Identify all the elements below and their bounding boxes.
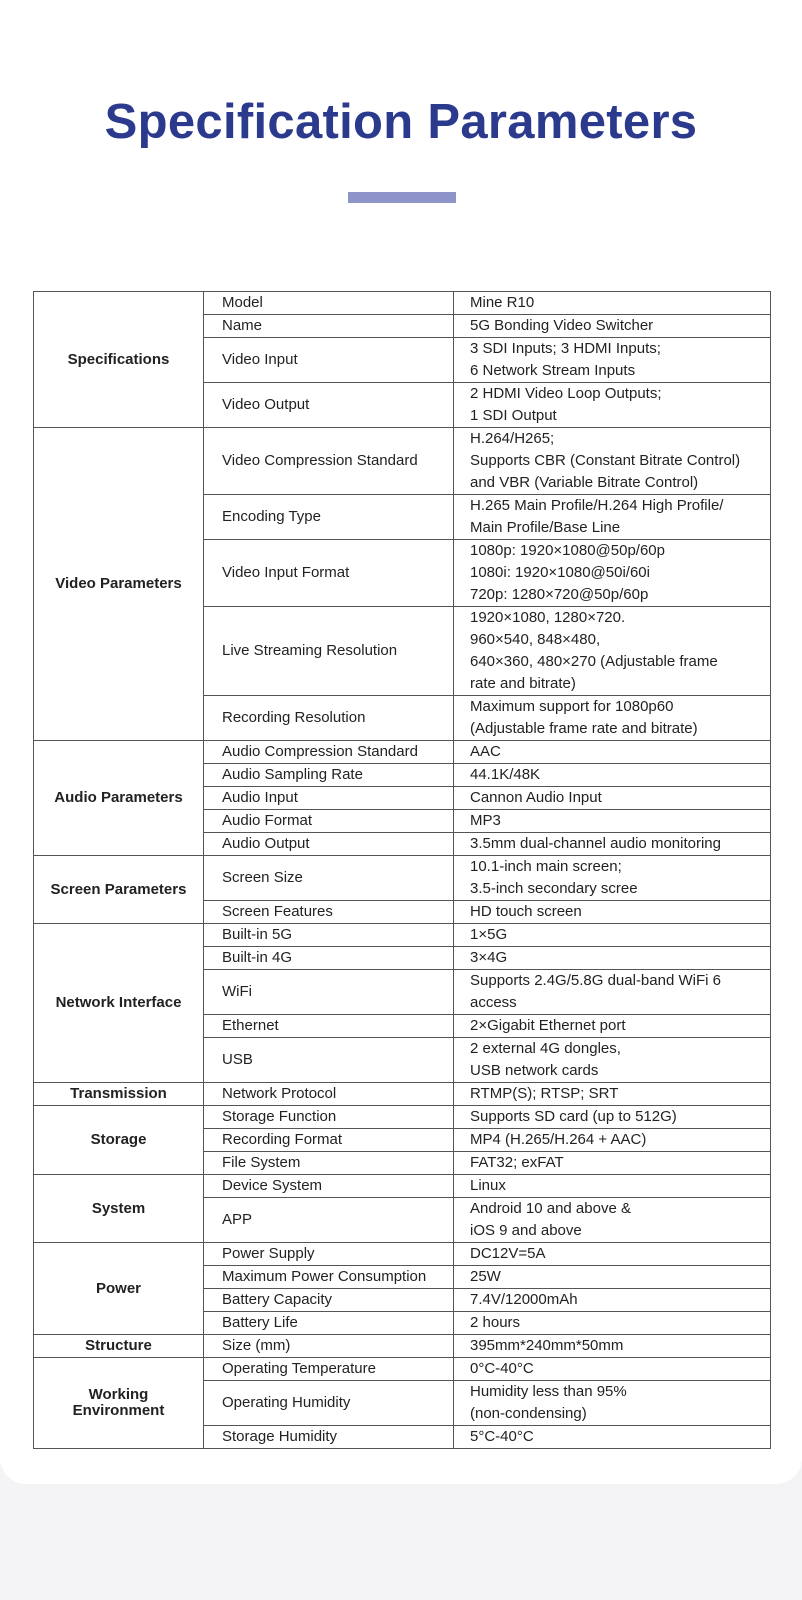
value-cell: 1920×1080, 1280×720. 960×540, 848×480, 640×360, 480×270 (Adjustable frame rate and bitrate): [454, 607, 771, 696]
value-cell: 2 HDMI Video Loop Outputs; 1 SDI Output: [454, 383, 771, 428]
parameter-cell: Audio Input: [204, 787, 454, 810]
parameter-cell: Device System: [204, 1175, 454, 1198]
value-cell: Linux: [454, 1175, 771, 1198]
category-cell: Video Parameters: [34, 428, 204, 741]
table-row: [34, 1106, 771, 1129]
parameter-cell: Model: [204, 292, 454, 315]
parameter-cell: Recording Format: [204, 1129, 454, 1152]
parameter-cell: Battery Capacity: [204, 1289, 454, 1312]
category-cell: Structure: [34, 1335, 204, 1358]
parameter-cell: Name: [204, 315, 454, 338]
parameter-cell: Built-in 4G: [204, 947, 454, 970]
value-cell: Cannon Audio Input: [454, 787, 771, 810]
parameter-cell: Power Supply: [204, 1243, 454, 1266]
parameter-cell: Storage Function: [204, 1106, 454, 1129]
value-cell: Maximum support for 1080p60 (Adjustable frame rate and bitrate): [454, 696, 771, 741]
category-cell: System: [34, 1175, 204, 1243]
parameter-cell: Storage Humidity: [204, 1426, 454, 1449]
parameter-cell: APP: [204, 1198, 454, 1243]
value-cell: 2 hours: [454, 1312, 771, 1335]
parameter-cell: Audio Sampling Rate: [204, 764, 454, 787]
value-cell: MP4 (H.265/H.264 + AAC): [454, 1129, 771, 1152]
parameter-cell: WiFi: [204, 970, 454, 1015]
parameter-cell: Maximum Power Consumption: [204, 1266, 454, 1289]
parameter-cell: File System: [204, 1152, 454, 1175]
value-cell: MP3: [454, 810, 771, 833]
parameter-cell: Audio Compression Standard: [204, 741, 454, 764]
table-row: [34, 292, 771, 315]
table-row: [34, 1083, 771, 1106]
parameter-cell: Video Input Format: [204, 540, 454, 607]
parameter-cell: Ethernet: [204, 1015, 454, 1038]
table-row: [34, 1243, 771, 1266]
value-cell: 44.1K/48K: [454, 764, 771, 787]
value-cell: FAT32; exFAT: [454, 1152, 771, 1175]
parameter-cell: Operating Humidity: [204, 1381, 454, 1426]
parameter-cell: Screen Features: [204, 901, 454, 924]
value-cell: 3 SDI Inputs; 3 HDMI Inputs; 6 Network Stream Inputs: [454, 338, 771, 383]
parameter-cell: Video Input: [204, 338, 454, 383]
category-cell: Storage: [34, 1106, 204, 1175]
value-cell: 25W: [454, 1266, 771, 1289]
table-row: [34, 924, 771, 947]
table-row: [34, 428, 771, 495]
value-cell: Supports 2.4G/5.8G dual-band WiFi 6 access: [454, 970, 771, 1015]
page-title: Specification Parameters: [104, 95, 698, 149]
value-cell: DC12V=5A: [454, 1243, 771, 1266]
parameter-cell: Operating Temperature: [204, 1358, 454, 1381]
value-cell: 1×5G: [454, 924, 771, 947]
value-cell: 5°C-40°C: [454, 1426, 771, 1449]
parameter-cell: Size (mm): [204, 1335, 454, 1358]
value-cell: HD touch screen: [454, 901, 771, 924]
value-cell: Android 10 and above & iOS 9 and above: [454, 1198, 771, 1243]
title-underline: [348, 192, 456, 203]
value-cell: 1080p: 1920×1080@50p/60p 1080i: 1920×1080@50i/60i 720p: 1280×720@50p/60p: [454, 540, 771, 607]
parameter-cell: Audio Output: [204, 833, 454, 856]
table-row: [34, 1335, 771, 1358]
value-cell: 2 external 4G dongles, USB network cards: [454, 1038, 771, 1083]
parameter-cell: Live Streaming Resolution: [204, 607, 454, 696]
category-cell: Specifications: [34, 292, 204, 428]
parameter-cell: Video Compression Standard: [204, 428, 454, 495]
value-cell: 2×Gigabit Ethernet port: [454, 1015, 771, 1038]
parameter-cell: Video Output: [204, 383, 454, 428]
parameter-cell: Screen Size: [204, 856, 454, 901]
spec-table-body: [34, 292, 771, 1449]
parameter-cell: Built-in 5G: [204, 924, 454, 947]
parameter-cell: Recording Resolution: [204, 696, 454, 741]
value-cell: 0°C-40°C: [454, 1358, 771, 1381]
category-cell: Audio Parameters: [34, 741, 204, 856]
parameter-cell: Encoding Type: [204, 495, 454, 540]
table-row: [34, 1358, 771, 1381]
category-cell: Working Environment: [34, 1358, 204, 1449]
spec-table: [33, 291, 771, 1449]
value-cell: H.265 Main Profile/H.264 High Profile/ Main Profile/Base Line: [454, 495, 771, 540]
value-cell: H.264/H265; Supports CBR (Constant Bitrate Control) and VBR (Variable Bitrate Control): [454, 428, 771, 495]
category-cell: Power: [34, 1243, 204, 1335]
table-row: [34, 1175, 771, 1198]
table-row: [34, 741, 771, 764]
value-cell: 5G Bonding Video Switcher: [454, 315, 771, 338]
parameter-cell: Audio Format: [204, 810, 454, 833]
value-cell: RTMP(S); RTSP; SRT: [454, 1083, 771, 1106]
value-cell: Humidity less than 95% (non-condensing): [454, 1381, 771, 1426]
parameter-cell: Network Protocol: [204, 1083, 454, 1106]
category-cell: Network Interface: [34, 924, 204, 1083]
value-cell: 7.4V/12000mAh: [454, 1289, 771, 1312]
value-cell: Supports SD card (up to 512G): [454, 1106, 771, 1129]
value-cell: 3×4G: [454, 947, 771, 970]
category-cell: Screen Parameters: [34, 856, 204, 924]
parameter-cell: USB: [204, 1038, 454, 1083]
value-cell: 3.5mm dual-channel audio monitoring: [454, 833, 771, 856]
table-row: [34, 856, 771, 901]
value-cell: 10.1-inch main screen; 3.5-inch secondary scree: [454, 856, 771, 901]
parameter-cell: Battery Life: [204, 1312, 454, 1335]
category-cell: Transmission: [34, 1083, 204, 1106]
value-cell: AAC: [454, 741, 771, 764]
value-cell: Mine R10: [454, 292, 771, 315]
value-cell: 395mm*240mm*50mm: [454, 1335, 771, 1358]
